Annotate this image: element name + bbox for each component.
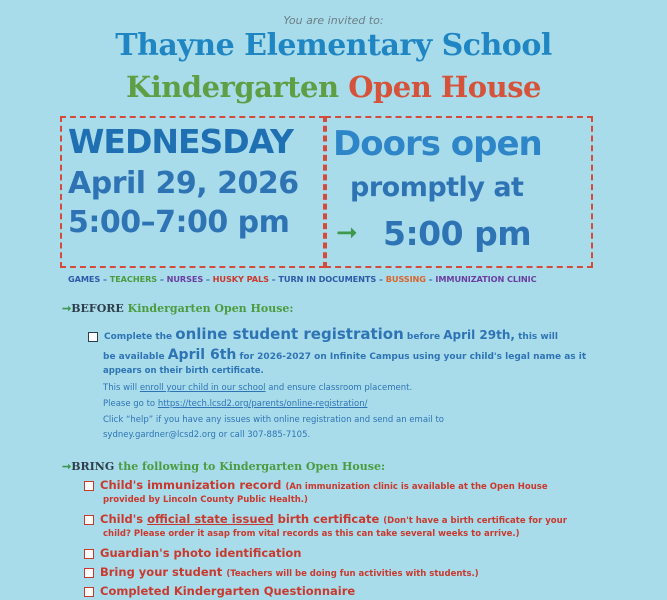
activity-item: NURSES	[166, 274, 204, 284]
arrow-right-icon: ➞	[62, 460, 72, 473]
availability-line: be available April 6th for 2026-2027 on Infinite Campus using your child's legal name as it	[103, 347, 587, 363]
checkbox-icon	[84, 481, 94, 491]
bring-item-birth-certificate-note: child? Please order it asap from vital records as this can take several weeks to arrive.)	[103, 529, 520, 539]
availability-line-2: appears on their birth certificate.	[103, 366, 264, 376]
activity-item: IMMUNIZATION CLINIC	[435, 274, 537, 284]
activity-item: TURN IN DOCUMENTS	[278, 274, 377, 284]
enroll-line: This will enroll your child in our school and ensure classroom placement.	[103, 383, 413, 393]
checkbox-icon	[84, 549, 94, 559]
contact-line: sydney.gardner@lcsd2.org or call 307-885-7105.	[103, 430, 311, 440]
event-title	[0, 70, 667, 104]
checkbox-icon	[88, 332, 98, 342]
activity-item: GAMES	[68, 274, 101, 284]
registration-link[interactable]: https://tech.lcsd2.org/parents/online-registration/	[157, 399, 368, 409]
activity-item: HUSKY PALS	[212, 274, 269, 284]
bring-item-student: Bring your student (Teachers will be doing fun activities with students.)	[84, 565, 479, 579]
before-heading: ➞BEFORE Kindergarten Open House:	[62, 302, 294, 315]
bring-item-immunization-note: provided by Lincoln County Public Health.)	[103, 495, 308, 505]
title-open-house: Open House	[348, 70, 541, 104]
title-kindergarten: Kindergarten	[126, 70, 339, 104]
activity-item: TEACHERS	[109, 274, 158, 284]
activities-list: GAMES – TEACHERS – NURSES – HUSKY PALS – TURN IN DOCUMENTS – BUSSING – IMMUNIZATION CLINIC	[68, 274, 537, 284]
registration-line: Complete the online student registration before April 29th, this will	[88, 325, 558, 343]
arrow-right-icon: ➞	[336, 218, 358, 248]
checkbox-icon	[84, 587, 94, 597]
checkbox-icon	[84, 568, 94, 578]
doors-time: 5:00 pm	[383, 214, 532, 253]
bring-heading: ➞BRING the following to Kindergarten Open House:	[62, 460, 386, 473]
bring-item-birth-certificate: Child's official state issued birth certificate (Don't have a birth certificate for your	[84, 512, 567, 526]
event-date: April 29, 2026	[68, 166, 299, 201]
event-day: WEDNESDAY	[68, 122, 293, 161]
registration-url-line: Please go to https://tech.lcsd2.org/parents/online-registration/	[103, 399, 368, 409]
event-time: 5:00–7:00 pm	[68, 205, 290, 240]
doors-open-text: Doors open	[333, 124, 542, 164]
activity-item: BUSSING	[385, 274, 426, 284]
bring-item-questionnaire: Completed Kindergarten Questionnaire	[84, 584, 355, 598]
checkbox-icon	[84, 515, 94, 525]
promptly-text: promptly at	[350, 172, 524, 203]
arrow-right-icon: ➞	[62, 302, 72, 315]
bring-item-photo-id: Guardian's photo identification	[84, 546, 302, 560]
invite-text: You are invited to:	[283, 14, 384, 27]
bring-item-immunization: Child's immunization record (An immunization clinic is available at the Open House	[84, 478, 548, 492]
school-name: Thayne Elementary School	[115, 28, 552, 63]
help-line: Click “help” if you have any issues with online registration and send an email to	[103, 415, 444, 425]
